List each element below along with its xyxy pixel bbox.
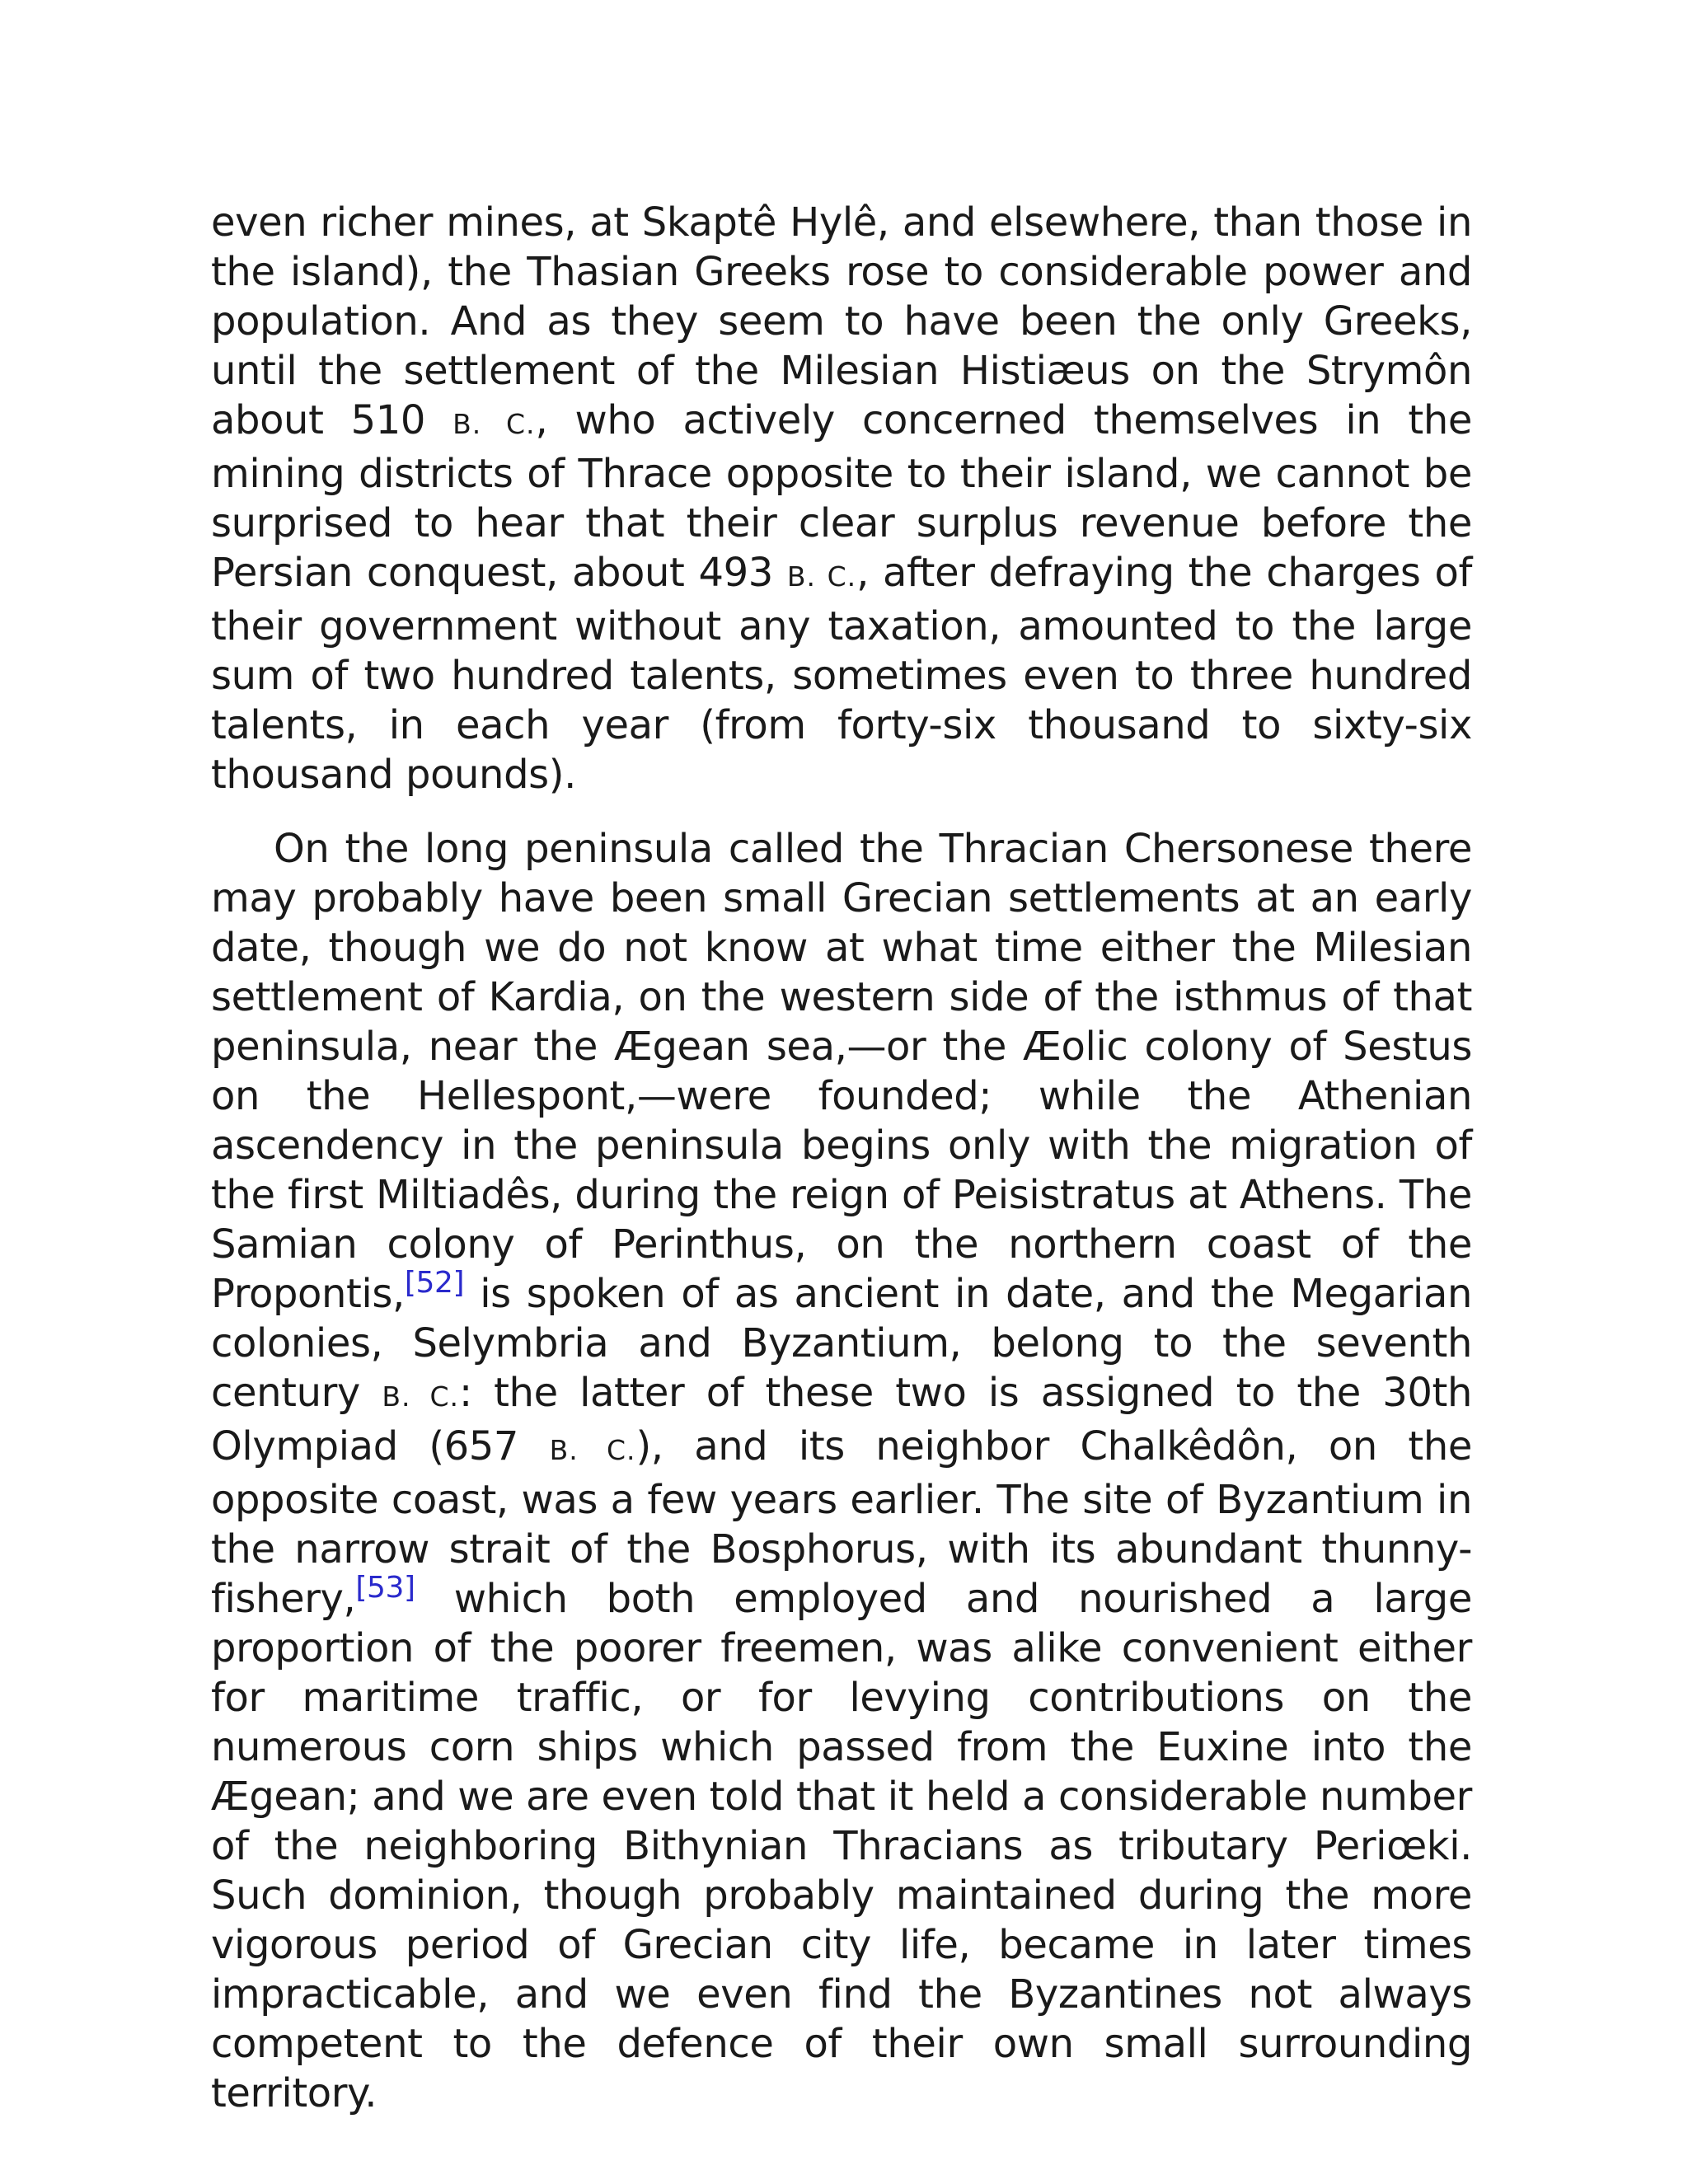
footnote-link[interactable]: [52] xyxy=(404,1266,465,1300)
footnote-link[interactable]: [53] xyxy=(355,1571,415,1605)
text-run: On the long peninsula called the Thracian Chersonese there may probably have been small Grecian settlements at an early date, though we do not know at what time either the Milesian settlement of Kardia, on the western side of the isthmus of that peninsula, near the Ægean sea,—or the Æolic colony of Sestus on the Hellespont,—were founded; while the Athenian ascendency in the peninsula begins only with the migration of the first Miltiadês, during the reign of Peisistratus at Athens. The Samian colony of Perinthus, on the northern coast of the Propontis, xyxy=(211,826,1472,1317)
book-page xyxy=(211,198,1472,2118)
era-abbreviation: B. C. xyxy=(382,1380,459,1413)
text-run: ), and its neighbor Chalkêdôn, on the opposite coast, was a few years earlier. The site of Byzantium in the narrow strait of the Bosphorus, with its abundant thunny-fishery, xyxy=(211,1423,1472,1622)
text-run: even richer mines, at Skaptê Hylê, and elsewhere, than those in the island), the Thasian Greeks rose to considerable power and population. And as they seem to have been the only Greeks, until the settlement of the Milesian Histiæus on the Strymôn about 510 xyxy=(211,199,1472,443)
era-abbreviation: B. C. xyxy=(452,408,536,440)
text-run: , who actively concerned themselves in the mining districts of Thrace opposite to their island, we cannot be surprised to hear that their clear surplus revenue before the Persian conquest, about 493 xyxy=(211,397,1472,596)
era-abbreviation: B. C. xyxy=(786,560,857,593)
paragraph-thasian-mines xyxy=(211,198,1472,799)
text-run: , after defraying the charges of their government without any taxation, amounted to the large sum of two hundred talents, sometimes even to three hundred talents, in each year (from forty-six thousand to sixty-six thousand pounds). xyxy=(211,550,1472,798)
era-abbreviation: B. C. xyxy=(549,1434,636,1466)
text-run: is spoken of as ancient in date, and the Megarian colonies, Selymbria and Byzantium, belong to the seventh century xyxy=(211,1271,1472,1416)
text-run: which both employed and nourished a large proportion of the poorer freemen, was alike convenient either for maritime traffic, or for levying contributions on the numerous corn ships which passed from the Euxine into the Ægean; and we are even told that it held a considerable number of the neighboring Bithynian Thracians as tributary Periœki. Such dominion, though probably maintained during the more vigorous period of Grecian city life, became in later times impracticable, and we even find the Byzantines not always competent to the defence of their own small surrounding territory. xyxy=(211,1576,1472,2116)
paragraph-thracian-chersonese xyxy=(211,824,1472,2118)
text-run: : the latter of these two is assigned to the 30th Olympiad (657 xyxy=(211,1370,1472,1469)
